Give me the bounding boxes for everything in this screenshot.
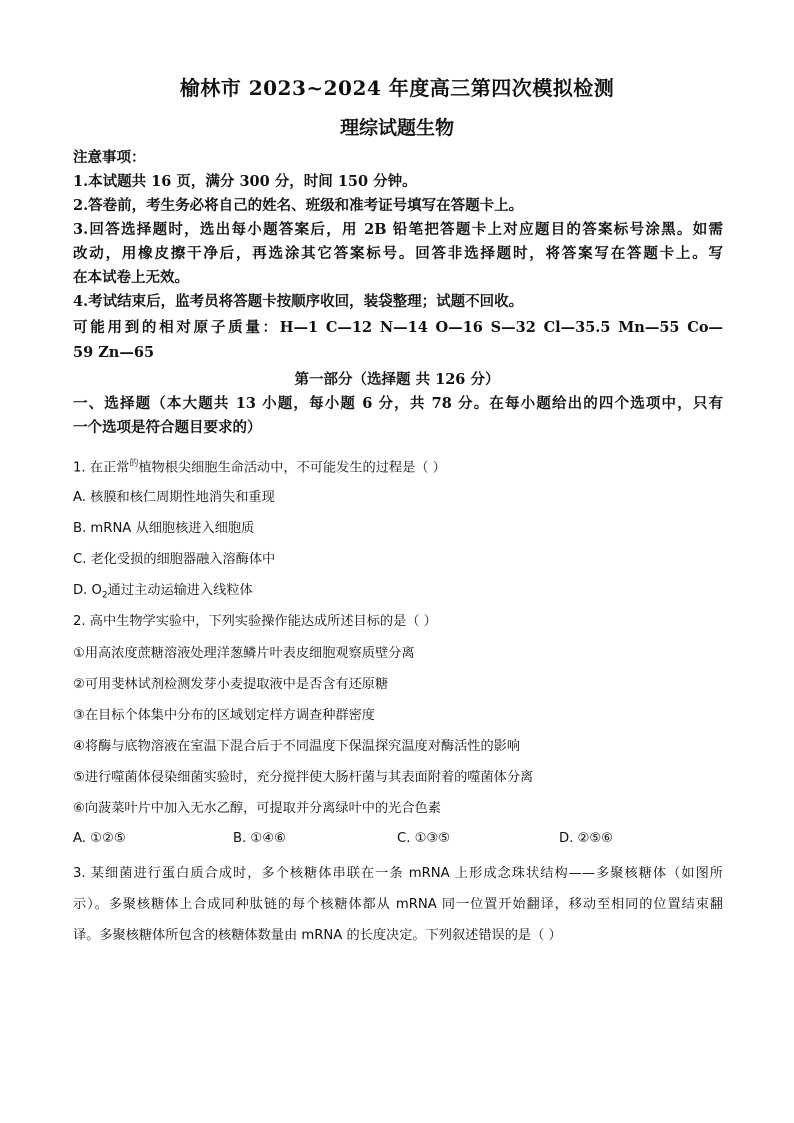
question-1-stem-start: 1. 在正常 (73, 460, 130, 476)
notice-item-3-line-1: 3.回答选择题时，选出每小题答案后，用 2B 铅笔把答题卡上对应题目的答案标号涂黑。如需 (73, 221, 723, 238)
exam-subtitle: 理综试题生物 (339, 117, 454, 139)
question-2-stem: 2. 高中生物学实验中，下列实验操作能达成所述目标的是（ ） (73, 614, 437, 629)
question-2-statement-2: ②可用斐林试剂检测发芽小麦提取液中是否含有还原糖 (73, 677, 389, 692)
question-2-statement-4: ④将酶与底物溶液在室温下混合后于不同温度下保温探究温度对酶活性的影响 (73, 739, 521, 754)
question-1-option-d-subscript: 2 (101, 590, 108, 601)
question-2-option-b: B. ①④⑥ (233, 831, 286, 846)
exam-title: 榆林市 2023~2024 年度高三第四次模拟检测 (179, 76, 615, 100)
question-2-statement-6: ⑥向菠菜叶片中加入无水乙醇，可提取并分离绿叶中的光合色素 (73, 801, 441, 816)
section-instructions-line-2: 一个选项是符合题目要求的） (73, 419, 262, 436)
question-1-stem (73, 452, 723, 480)
question-1-option-a: A. 核膜和核仁周期性地消失和重现 (73, 490, 275, 505)
question-2-option-d: D. ②⑤⑥ (559, 831, 614, 846)
question-2-option-c: C. ①③⑤ (397, 831, 451, 846)
section-instructions-line-1: 一、选择题（本大题共 13 小题，每小题 6 分，共 78 分。在每小题给出的四个选项中，只有 (73, 395, 723, 412)
question-1-stem-end: 植物根尖细胞生命活动中，不可能发生的过程是（ ） (138, 460, 446, 476)
question-1-option-d-prefix: D. O (73, 583, 102, 598)
question-1-stray-mark: 的 (129, 459, 139, 469)
question-2-statement-5: ⑤进行噬菌体侵染细菌实验时，充分搅拌使大肠杆菌与其表面附着的噬菌体分离 (73, 770, 534, 785)
question-1-option-d-text: 通过主动运输进入线粒体 (107, 583, 253, 598)
question-1-option-d (73, 579, 723, 608)
question-2-options (73, 831, 723, 855)
atomic-mass-line-1: 可能用到的相对原子质量：H—1 C—12 N—14 O—16 S—32 Cl—35.5 Mn—55 Co— (73, 319, 723, 336)
notice-item-4: 4.考试结束后，监考员将答题卡按顺序收回，装袋整理；试题不回收。 (73, 293, 524, 310)
question-1-option-b: B. mRNA 从细胞核进入细胞质 (73, 521, 255, 536)
question-2-option-a: A. ①②⑤ (73, 831, 126, 846)
notice-item-2: 2.答卷前，考生务必将自己的姓名、班级和准考证号填写在答题卡上。 (73, 197, 524, 214)
notice-item-3-line-3: 在本试卷上无效。 (73, 269, 189, 286)
notice-item-1: 1.本试题共 16 页，满分 300 分，时间 150 分钟。 (73, 173, 417, 190)
question-3-line-3: 译。多聚核糖体所包含的核糖体数量由 mRNA 的长度决定。下列叙述错误的是（ ） (73, 928, 562, 943)
atomic-mass-line-2: 59 Zn—65 (73, 344, 155, 361)
question-2-statement-3: ③在目标个体集中分布的区域划定样方调查种群密度 (73, 708, 375, 723)
notice-item-3-line-2: 改动，用橡皮擦干净后，再选涂其它答案标号。回答非选择题时，将答案写在答题卡上。写 (73, 245, 723, 262)
question-3-line-2: 示）。多聚核糖体上合成同种肽链的每个核糖体都从 mRNA 同一位置开始翻译，移动至相同的位置结束翻 (73, 897, 723, 912)
part-one-heading: 第一部分（选择题 共 126 分） (294, 371, 500, 388)
question-1-option-c: C. 老化受损的细胞器融入溶酶体中 (73, 552, 276, 567)
question-2-statement-1: ①用高浓度蔗糖溶液处理洋葱鳞片叶表皮细胞观察质壁分离 (73, 646, 415, 661)
notice-heading: 注意事项： (73, 149, 146, 166)
question-3-line-1: 3. 某细菌进行蛋白质合成时，多个核糖体串联在一条 mRNA 上形成念珠状结构——多聚核糖体（如图所 (73, 866, 723, 881)
